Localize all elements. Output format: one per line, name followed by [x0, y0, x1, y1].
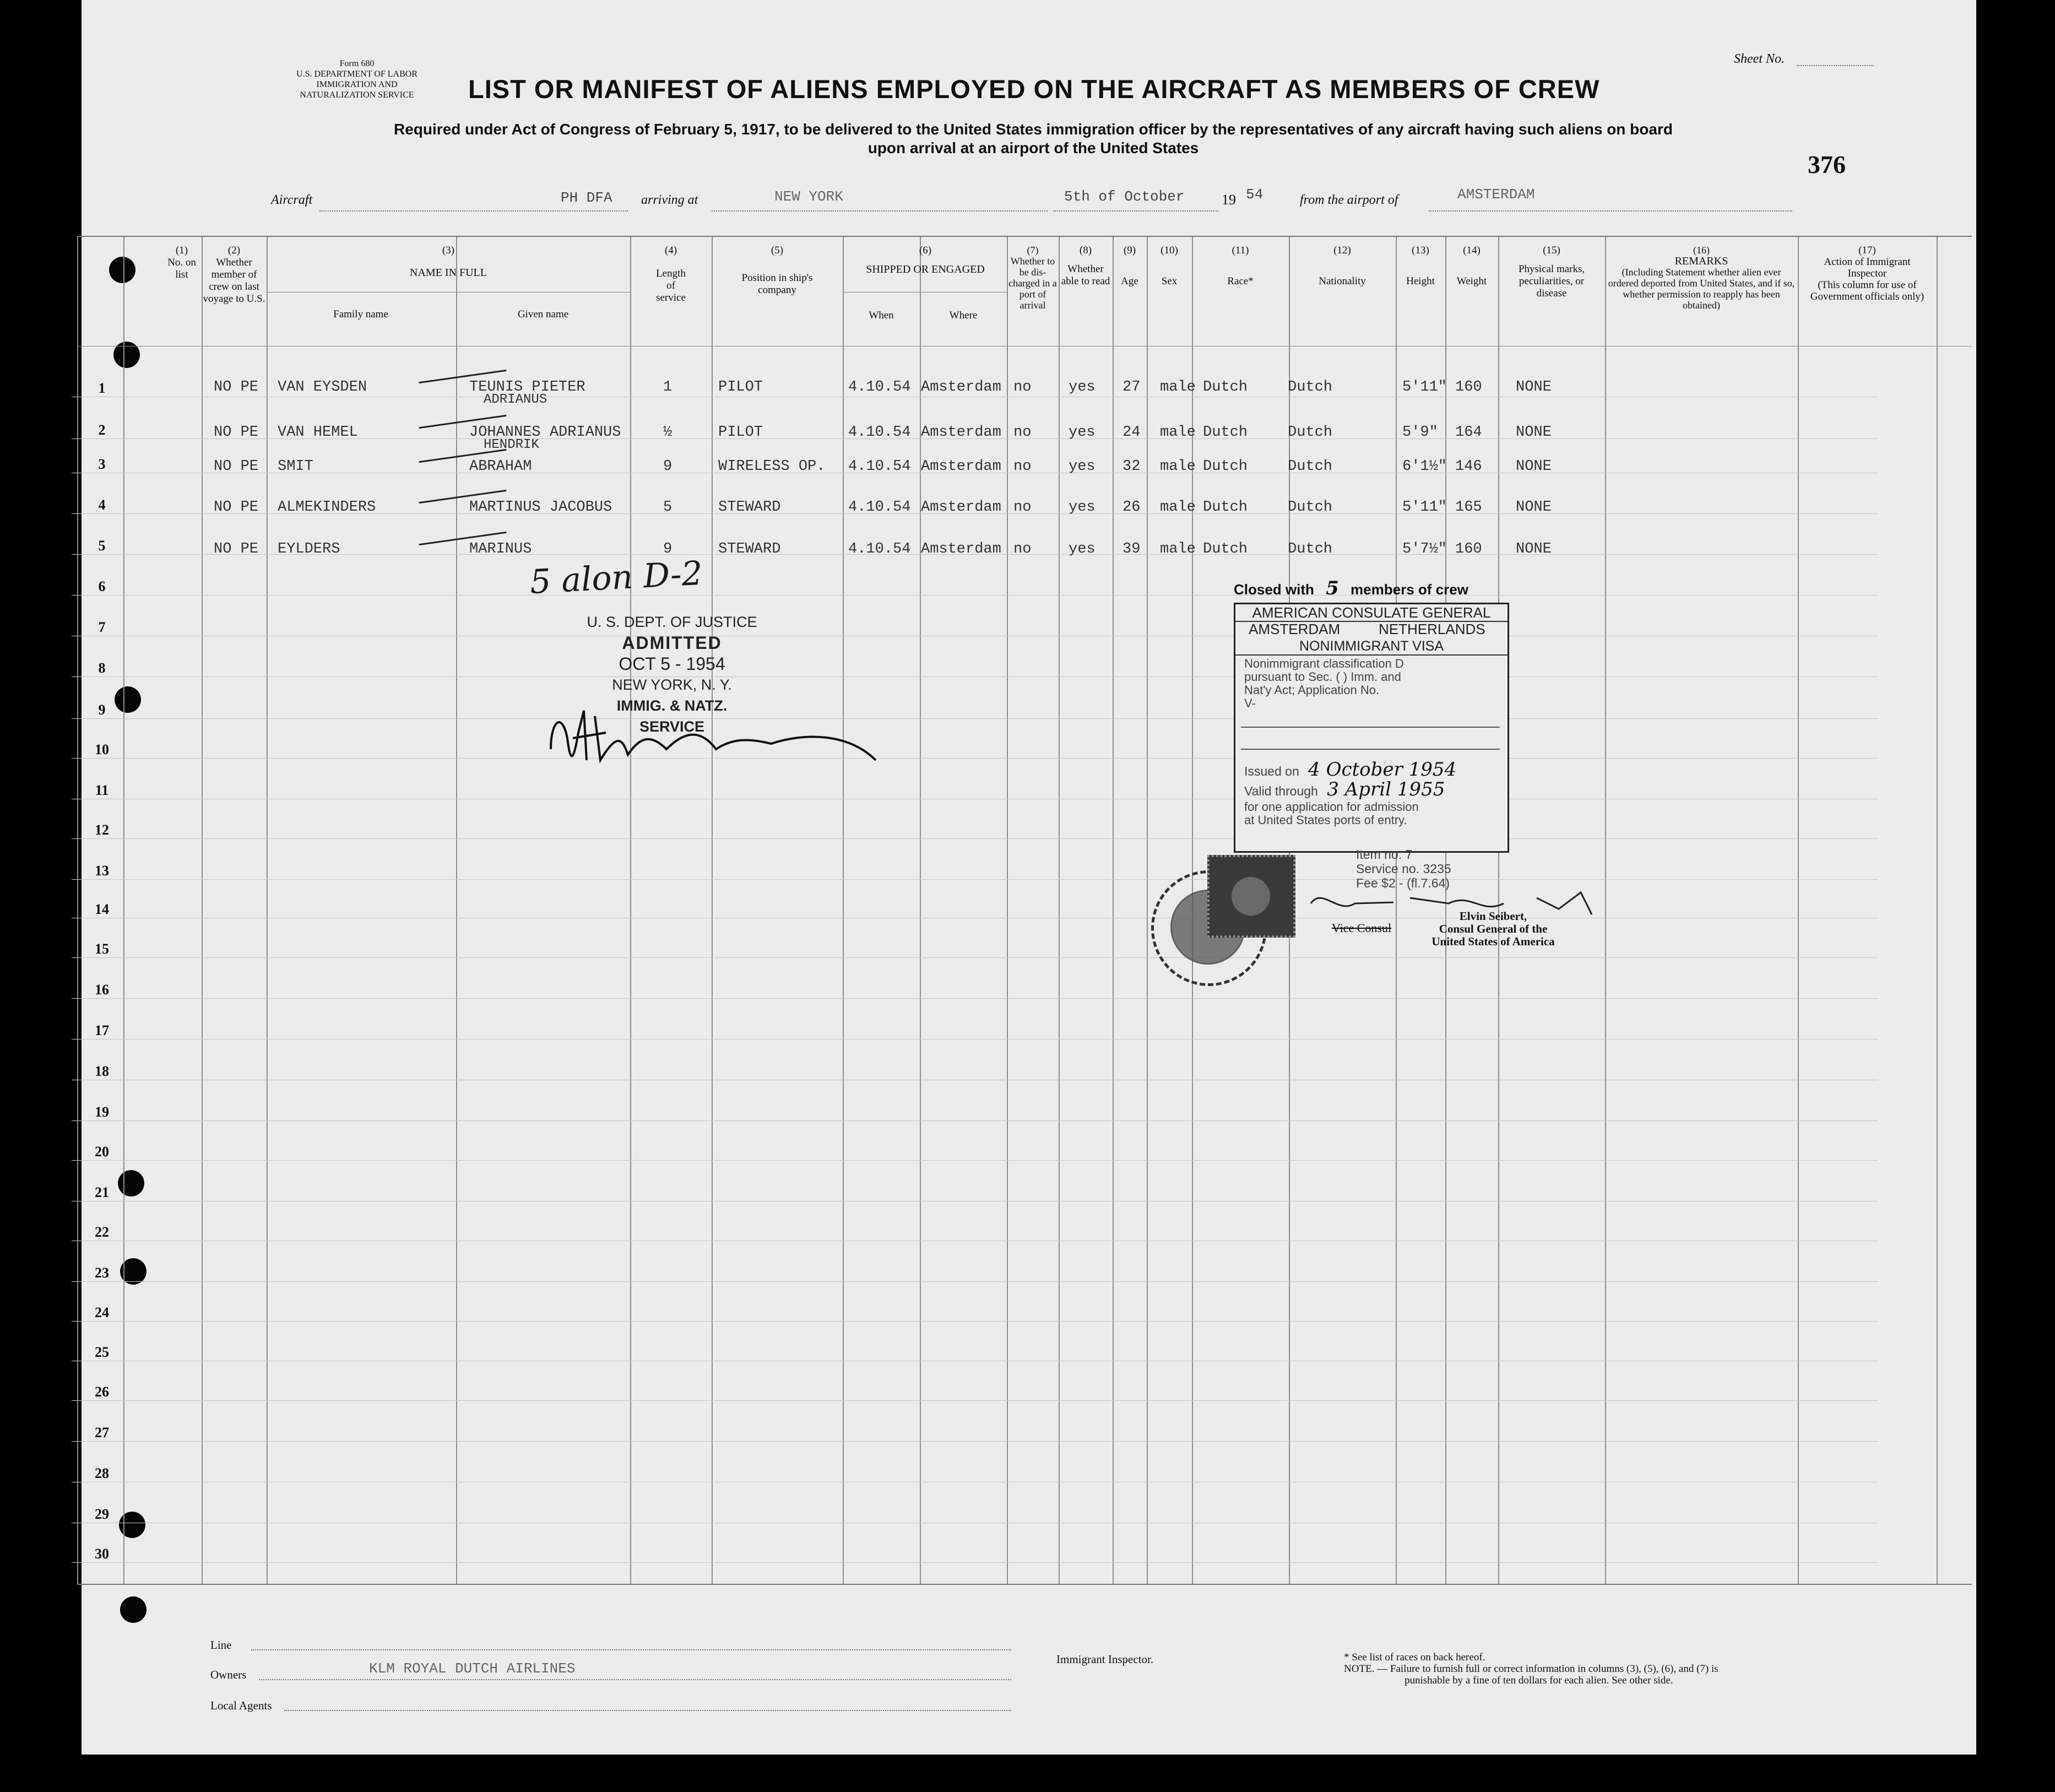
- binder-hole: [109, 257, 135, 283]
- visa-fee: Fee $2 - (fl.7.64): [1356, 876, 1450, 890]
- row-rule: [72, 1039, 1878, 1040]
- height-cell: 5'9": [1402, 424, 1438, 441]
- row-number: 16: [95, 982, 109, 998]
- visa-service-no: Service no. 3235: [1356, 862, 1451, 876]
- col6b-header: Where: [949, 310, 978, 321]
- row-number: 28: [95, 1465, 109, 1481]
- row-number: 26: [95, 1384, 109, 1400]
- signer-title: Consul General of the: [1439, 922, 1548, 935]
- owners-field: [259, 1679, 1011, 1680]
- table-top-rule: [77, 236, 1972, 237]
- year-suffix: 54: [1246, 186, 1264, 203]
- discharged-cell: no: [1013, 458, 1032, 475]
- col15-header: (15) Physical marks, peculiarities, or disease: [1518, 245, 1585, 299]
- col10-header: (10) Sex: [1161, 245, 1178, 287]
- row-rule: [72, 879, 1878, 880]
- signer-name: Elvin Seibert,: [1459, 909, 1527, 923]
- last-voyage-cell: NO PE: [214, 424, 259, 441]
- discharged-cell: no: [1013, 499, 1032, 516]
- physical-marks-cell: NONE: [1516, 379, 1552, 396]
- race-cell: Dutch: [1203, 379, 1248, 396]
- family-name-cell: SMIT: [278, 458, 313, 475]
- col-rule: [1937, 237, 1938, 1584]
- fine-note-1: NOTE. — Failure to furnish full or correct information in columns (3), (5), (6), and (7) is: [1344, 1663, 1718, 1675]
- weight-cell: 146: [1455, 458, 1482, 475]
- given-name-cell: MARTINUS JACOBUS: [469, 499, 612, 516]
- col12-header: (12) Nationality: [1319, 245, 1366, 287]
- visa-city: AMSTERDAM: [1249, 621, 1341, 637]
- admitted-dept: U. S. DEPT. OF JUSTICE: [587, 614, 757, 630]
- row-number: 15: [95, 941, 109, 957]
- age-cell: 27: [1123, 379, 1141, 396]
- aircraft-label: Aircraft: [271, 193, 313, 207]
- given-name-cell: MARINUS: [469, 541, 532, 557]
- age-cell: 39: [1123, 541, 1141, 557]
- discharged-cell: no: [1013, 541, 1032, 557]
- family-name-cell: EYLDERS: [278, 541, 340, 557]
- line-field: [251, 1649, 1011, 1650]
- col17-header: (17) Action of Immigrant Inspector (This column for use of Government officials only): [1810, 245, 1924, 302]
- position-cell: PILOT: [718, 379, 763, 396]
- consul-signer-block: [1424, 910, 1562, 948]
- family-name-cell: VAN EYSDEN: [278, 379, 367, 396]
- last-voyage-cell: NO PE: [214, 499, 259, 516]
- row-number: 4: [98, 497, 106, 513]
- shipped-when-cell: 4.10.54: [848, 499, 911, 516]
- table-bottom-rule: [77, 1584, 1972, 1585]
- local-agents-label: Local Agents: [210, 1699, 272, 1712]
- row-rule: [72, 676, 1878, 677]
- row-number: 10: [95, 741, 109, 757]
- nationality-cell: Dutch: [1288, 379, 1333, 396]
- row-number: 29: [95, 1506, 109, 1522]
- row-number: 1: [98, 380, 106, 396]
- col11-header: (11) Race*: [1227, 245, 1254, 287]
- closed-with-suffix: members of crew: [1351, 581, 1468, 598]
- row-rule: [72, 838, 1878, 839]
- visa-country: NETHERLANDS: [1379, 621, 1485, 637]
- family-name-cell: VAN HEMEL: [278, 424, 358, 441]
- binder-hole: [118, 1170, 144, 1197]
- owners-label: Owners: [210, 1668, 247, 1681]
- able-to-read-cell: yes: [1069, 499, 1096, 516]
- discharged-cell: no: [1013, 424, 1032, 441]
- row-number: 11: [95, 782, 109, 798]
- row-number: 12: [95, 822, 109, 838]
- height-cell: 6'1½": [1402, 458, 1447, 475]
- discharged-cell: no: [1013, 379, 1032, 396]
- col13-header: (13) Height: [1406, 245, 1435, 287]
- sheet-number-label: Sheet No.: [1734, 52, 1785, 66]
- height-cell: 5'11": [1402, 379, 1447, 396]
- visa-issued: Issued on 4 October 1954: [1244, 759, 1457, 781]
- year-prefix: 19: [1222, 192, 1236, 208]
- footer-notes: [1344, 1652, 1718, 1686]
- shipped-where-cell: Amsterdam: [921, 458, 1001, 475]
- able-to-read-cell: yes: [1069, 379, 1096, 396]
- aircraft-value: PH DFA: [561, 190, 612, 206]
- col3b-header: Given name: [517, 308, 569, 320]
- inspector-signature: [540, 700, 881, 782]
- position-cell: STEWARD: [718, 499, 781, 516]
- race-cell: Dutch: [1203, 499, 1248, 516]
- closed-with-prefix: Closed with: [1234, 581, 1314, 598]
- arriving-line: [712, 210, 1048, 212]
- sex-cell: male: [1160, 379, 1196, 396]
- service: IMMIGRATION AND NATURALIZATION SERVICE: [300, 80, 414, 100]
- shipped-when-cell: 4.10.54: [848, 458, 911, 475]
- binder-hole: [120, 1596, 147, 1623]
- row-number: 25: [95, 1344, 109, 1360]
- height-cell: 5'11": [1402, 499, 1447, 516]
- row-number: 24: [95, 1304, 109, 1320]
- physical-marks-cell: NONE: [1516, 499, 1552, 516]
- sex-cell: male: [1160, 499, 1196, 516]
- owners-value: KLM ROYAL DUTCH AIRLINES: [369, 1660, 576, 1677]
- nationality-cell: Dutch: [1288, 424, 1333, 441]
- given-name-cont-cell: HENDRIK: [484, 437, 539, 452]
- col16-header: (16) REMARKS (Including Statement whether alien ever ordered deported from United States, and if so, whether permission to reapply has been obtained): [1608, 245, 1795, 311]
- visa-stamp: [1234, 603, 1509, 853]
- row-number: 7: [98, 619, 106, 635]
- visa-rule: [1241, 727, 1500, 728]
- position-cell: PILOT: [718, 424, 763, 441]
- row-rule: [72, 718, 1878, 719]
- weight-cell: 160: [1455, 541, 1482, 557]
- age-cell: 32: [1123, 458, 1141, 475]
- from-airport-label: from the airport of: [1300, 193, 1398, 207]
- row-number: 21: [95, 1184, 109, 1200]
- nationality-cell: Dutch: [1288, 541, 1333, 557]
- weight-cell: 165: [1455, 499, 1482, 516]
- length-of-service-cell: 9: [663, 541, 673, 557]
- row-rule: [72, 1160, 1878, 1161]
- family-name-cell: ALMEKINDERS: [278, 499, 376, 516]
- page-number: 376: [1808, 150, 1846, 178]
- last-voyage-cell: NO PE: [214, 541, 259, 557]
- shipped-where-cell: Amsterdam: [921, 379, 1001, 396]
- col3-header: (3) NAME IN FULL: [410, 245, 487, 279]
- able-to-read-cell: yes: [1069, 458, 1096, 475]
- visa-item: Item no. 7: [1356, 847, 1413, 862]
- col6-header: (6) SHIPPED OR ENGAGED: [866, 245, 985, 275]
- row-number: 3: [98, 456, 106, 472]
- row-number: 22: [95, 1224, 109, 1240]
- date-line: [1053, 210, 1218, 212]
- handwritten-note: 5 alon D-2: [529, 554, 704, 602]
- able-to-read-cell: yes: [1069, 424, 1096, 441]
- form-title: LIST OR MANIFEST OF ALIENS EMPLOYED ON THE AIRCRAFT AS MEMBERS OF CREW: [468, 74, 1600, 104]
- weight-cell: 160: [1455, 379, 1482, 396]
- given-name-cell: ABRAHAM: [469, 458, 532, 475]
- col4-header: (4) Length of service: [656, 245, 686, 304]
- shipped-when-cell: 4.10.54: [848, 541, 911, 557]
- admitted-date: OCT 5 - 1954: [619, 654, 725, 674]
- row-rule: [72, 957, 1878, 958]
- row-number: 2: [98, 422, 106, 438]
- length-of-service-cell: ½: [663, 424, 673, 441]
- weight-cell: 164: [1455, 424, 1482, 441]
- signer-title-2: United States of America: [1432, 935, 1555, 948]
- vice-consul-label: Vice Consul: [1332, 921, 1392, 935]
- row-rule: [72, 998, 1878, 999]
- col3a-header: Family name: [333, 308, 388, 320]
- row-number: 27: [95, 1425, 109, 1441]
- department: U.S. DEPARTMENT OF LABOR: [296, 69, 417, 79]
- length-of-service-cell: 9: [663, 458, 673, 475]
- race-cell: Dutch: [1203, 424, 1248, 441]
- position-cell: WIRELESS OP.: [718, 458, 826, 475]
- row-rule: [72, 1441, 1878, 1442]
- last-voyage-cell: NO PE: [214, 379, 259, 396]
- arriving-label: arriving at: [641, 193, 698, 207]
- nationality-cell: Dutch: [1288, 458, 1333, 475]
- row-number: 19: [95, 1104, 109, 1120]
- physical-marks-cell: NONE: [1516, 541, 1552, 557]
- shipped-when-cell: 4.10.54: [848, 424, 911, 441]
- immigrant-inspector-label: Immigrant Inspector.: [1056, 1653, 1154, 1666]
- given-name-cont-cell: ADRIANUS: [484, 392, 547, 407]
- row-rule: [72, 758, 1878, 759]
- sex-cell: male: [1160, 424, 1196, 441]
- revenue-stamp: [1207, 855, 1295, 938]
- admitted-place: NEW YORK, N. Y.: [612, 676, 732, 693]
- races-note: * See list of races on back hereof.: [1344, 1652, 1485, 1663]
- age-cell: 24: [1123, 424, 1141, 441]
- race-cell: Dutch: [1203, 458, 1248, 475]
- line-label: Line: [210, 1638, 232, 1652]
- row-rule: [72, 1120, 1878, 1121]
- form-header-block: [285, 58, 429, 100]
- row-number: 17: [95, 1022, 109, 1038]
- shipped-where-cell: Amsterdam: [921, 499, 1001, 516]
- col2-header: (2) Whether member of crew on last voyage to U.S.: [203, 245, 265, 305]
- physical-marks-cell: NONE: [1516, 458, 1552, 475]
- table-header-rule: [77, 346, 1972, 347]
- row-number: 20: [95, 1144, 109, 1160]
- visa-admission-text: for one application for admission at United States ports of entry.: [1244, 800, 1419, 827]
- row-number: 6: [98, 578, 106, 594]
- closed-with-count: 5: [1326, 577, 1339, 599]
- row-number: 9: [98, 702, 106, 718]
- shipped-where-cell: Amsterdam: [921, 541, 1001, 557]
- subtitle-line-2: upon arrival at an airport of the United States: [867, 139, 1199, 156]
- admitted-word: ADMITTED: [622, 633, 722, 653]
- row-number: 14: [95, 901, 109, 917]
- arriving-value: NEW YORK: [774, 188, 843, 205]
- height-cell: 5'7½": [1402, 541, 1447, 557]
- position-cell: STEWARD: [718, 541, 781, 557]
- col9-header: (9) Age: [1121, 245, 1138, 287]
- row-rule: [72, 1321, 1878, 1322]
- physical-marks-cell: NONE: [1516, 424, 1552, 441]
- able-to-read-cell: yes: [1069, 541, 1096, 557]
- from-airport-value: AMSTERDAM: [1457, 186, 1535, 203]
- col7-header: (7) Whether to be dis-charged in a port of arrival: [1008, 245, 1057, 311]
- admitted-service: IMMIG. & NATZ. SERVICE: [616, 697, 728, 735]
- given-name-cell: JOHANNES ADRIANUS: [469, 424, 621, 441]
- closed-with-line: [1234, 577, 1468, 599]
- row-rule: [72, 1400, 1878, 1401]
- form-number: Form 680: [339, 59, 375, 68]
- age-cell: 26: [1123, 499, 1141, 516]
- form-subtitle: [273, 120, 1793, 158]
- col6a-header: When: [869, 310, 894, 321]
- from-airport-line: [1429, 210, 1792, 212]
- aircraft-line: [319, 210, 628, 212]
- shipped-when-cell: 4.10.54: [848, 379, 911, 396]
- visa-rule: [1241, 749, 1500, 750]
- col5-header: (5) Position in ship's company: [741, 245, 813, 296]
- last-voyage-cell: NO PE: [214, 458, 259, 475]
- col1-header: (1) No. on list: [167, 245, 196, 280]
- length-of-service-cell: 1: [663, 379, 673, 396]
- row-number: 18: [95, 1063, 109, 1079]
- row-rule: [72, 1281, 1878, 1282]
- visa-type: NONIMMIGRANT VISA: [1235, 638, 1508, 656]
- sex-cell: male: [1160, 541, 1196, 557]
- length-of-service-cell: 5: [663, 499, 673, 516]
- row-number: 13: [95, 863, 109, 879]
- visa-valid: Valid through 3 April 1955: [1244, 778, 1445, 800]
- given-name-cell: TEUNIS PIETER: [469, 379, 585, 396]
- local-agents-field: [284, 1710, 1011, 1711]
- row-number: 8: [98, 660, 106, 676]
- sex-cell: male: [1160, 458, 1196, 475]
- col6-sub-rule: [843, 292, 1008, 293]
- col3-sub-rule: [267, 292, 630, 293]
- col14-header: (14) Weight: [1456, 245, 1487, 287]
- row-number: 5: [98, 538, 106, 554]
- visa-details: Nonimmigrant classification D pursuant to Sec. ( ) Imm. and Nat'y Act; Application No. V-: [1244, 657, 1404, 710]
- race-cell: Dutch: [1203, 541, 1248, 557]
- sheet-number-line: [1797, 65, 1874, 66]
- shipped-where-cell: Amsterdam: [921, 424, 1001, 441]
- nationality-cell: Dutch: [1288, 499, 1333, 516]
- fine-note-2: punishable by a fine of ten dollars for each alien. See other side.: [1405, 1675, 1673, 1686]
- row-number: 23: [95, 1265, 109, 1281]
- visa-consulate: AMERICAN CONSULATE GENERAL: [1235, 604, 1508, 622]
- arrival-date: 5th of October: [1064, 188, 1185, 205]
- subtitle-line-1: Required under Act of Congress of February 5, 1917, to be delivered to the United States immigration officer by the representatives of any aircraft having such aliens on board: [394, 121, 1673, 138]
- row-number: 30: [95, 1546, 109, 1562]
- col8-header: (8) Whether able to read: [1061, 245, 1110, 287]
- row-rule: [72, 1562, 1878, 1563]
